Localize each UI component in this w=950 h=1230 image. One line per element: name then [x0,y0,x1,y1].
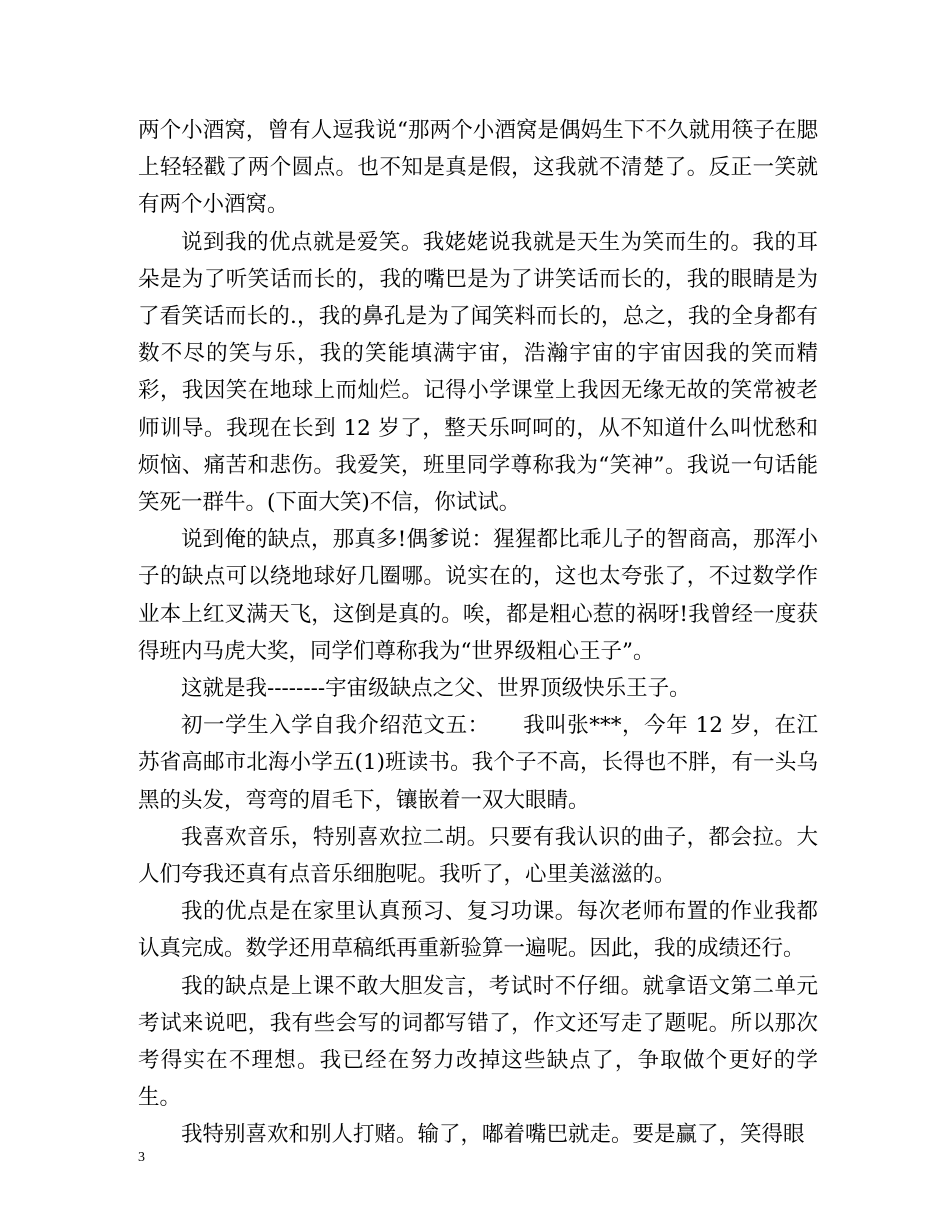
document-body [138,112,818,1154]
paragraph: 我的优点是在家里认真预习、复习功课。每次老师布置的作业我都认真完成。数学还用草稿纸再重新验算一遍呢。因此，我的成绩还行。 [138,899,818,962]
paragraph: 我特别喜欢和别人打赌。输了，嘟着嘴巴就走。要是赢了，笑得眼 [181,1122,805,1148]
paragraph: 我的缺点是上课不敢大胆发言，考试时不仔细。就拿语文第二单元考试来说吧，我有些会写的词都写错了，作文还写走了题呢。所以那次考得实在不理想。我已经在努力改掉这些缺点了，争取做个更好的学生。 [138,973,818,1111]
paragraph: 这就是我--------宇宙级缺点之父、世界顶级快乐王子。 [181,676,691,702]
paragraph: 我喜欢音乐，特别喜欢拉二胡。只要有我认识的曲子，都会拉。大人们夸我还真有点音乐细胞呢。我听了，心里美滋滋的。 [138,824,818,888]
paragraph: 两个小酒窝，曾有人逗我说“那两个小酒窝是偶妈生下不久就用筷子在腮上轻轻戳了两个圆点。也不知是真是假，这我就不清楚了。反正一笑就有两个小酒窝。 [138,118,818,218]
paragraph: 初一学生入学自我介绍范文五： 我叫张***，今年 12 岁，在江苏省高邮市北海小学五(1)班读书。我个子不高，长得也不胖，有一头乌黑的头发，弯弯的眉毛下，镶嵌着一双大眼睛。 [138,713,818,813]
paragraph: 说到俺的缺点，那真多!偶爹说：猩猩都比乖儿子的智商高，那浑小子的缺点可以绕地球好几圈哪。说实在的，这也太夸张了，不过数学作业本上红叉满天飞，这倒是真的。唉，都是粗心惹的祸呀!我曾经一度获得班内马虎大奖，同学们尊称我为“世界级粗心王子”。 [138,527,818,664]
paragraph: 说到我的优点就是爱笑。我姥姥说我就是天生为笑而生的。我的耳朵是为了听笑话而长的，我的嘴巴是为了讲笑话而长的，我的眼睛是为了看笑话而长的.，我的鼻孔是为了闻笑料而长的，总之，我的全身都有数不尽的笑与乐，我的笑能填满宇宙，浩瀚宇宙的宇宙因我的笑而精彩，我因笑在地球上而灿烂。记得小学课堂上我因无缘无故的笑常被老师训导。我现在长到 12 岁了，整天乐呵呵的，从不知道什么叫忧愁和烦恼、痛苦和悲伤。我爱笑，班里同学尊称我为“笑神”。我说一句话能笑死一群牛。(下面大笑)不信，你试试。 [138,229,818,516]
page-number: 3 [138,1150,145,1165]
